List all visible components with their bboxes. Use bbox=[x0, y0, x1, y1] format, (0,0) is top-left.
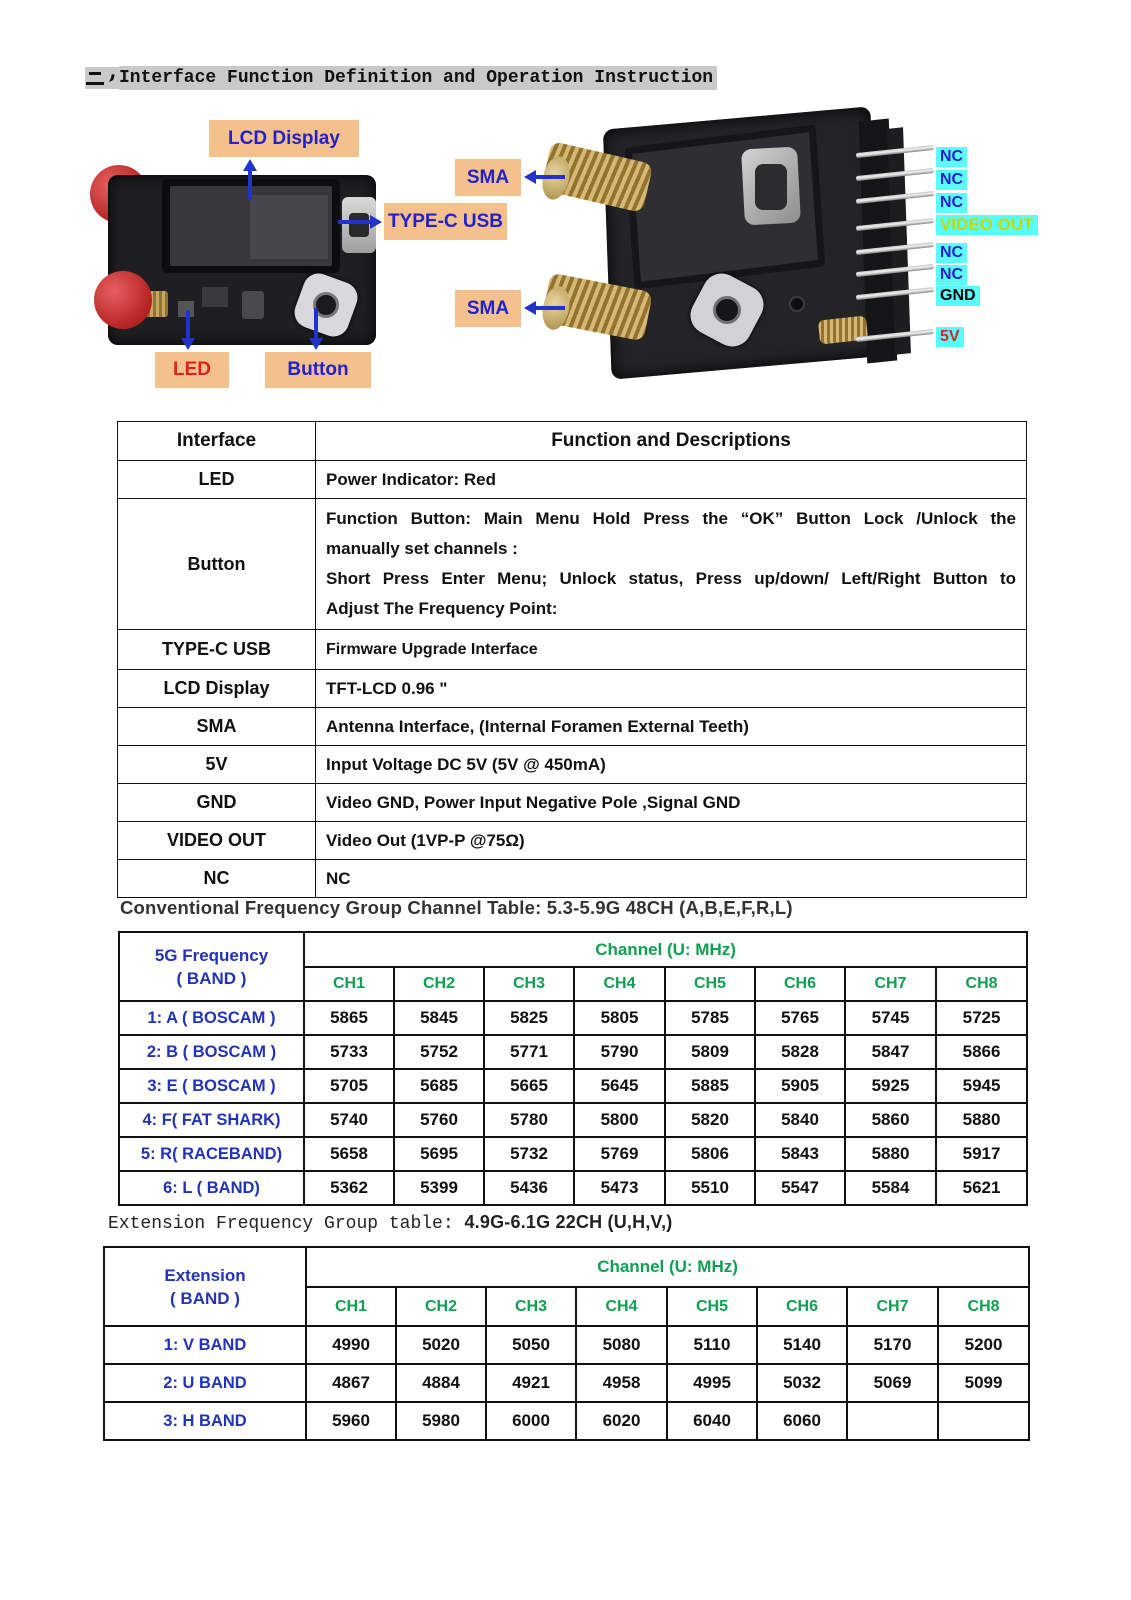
table-row bbox=[118, 630, 1027, 670]
pin-label-gnd: GND bbox=[936, 286, 980, 306]
channel-value: 5769 bbox=[574, 1137, 665, 1171]
usb-c-slot bbox=[755, 164, 787, 210]
pin-label-nc: NC bbox=[936, 265, 967, 285]
interface-desc: Power Indicator: Red bbox=[316, 461, 1027, 499]
band-label: 3: E ( BOSCAM ) bbox=[119, 1069, 304, 1103]
channel-value: 5695 bbox=[394, 1137, 484, 1171]
channel-value: 5745 bbox=[845, 1001, 936, 1035]
cjk-section-marker bbox=[85, 67, 119, 89]
section-title bbox=[85, 66, 717, 90]
desc-line: Adjust The Frequency Point: bbox=[326, 599, 558, 618]
ch-label: CH6 bbox=[757, 1287, 847, 1326]
channel-value: 5980 bbox=[396, 1402, 486, 1440]
left-board-photo bbox=[90, 165, 385, 355]
table-row bbox=[118, 746, 1027, 784]
extension-frequency-table bbox=[103, 1246, 1030, 1441]
table-row bbox=[104, 1364, 1029, 1402]
desc-line: manually set channels : bbox=[326, 539, 518, 558]
channel-value: 5732 bbox=[484, 1137, 574, 1171]
component bbox=[242, 291, 264, 319]
channel-value: 5740 bbox=[304, 1103, 394, 1137]
band-label: 1: V BAND bbox=[104, 1326, 306, 1364]
channel-value: 4921 bbox=[486, 1364, 576, 1402]
interface-desc: Antenna Interface, (Internal Foramen External Teeth) bbox=[316, 708, 1027, 746]
corner-line: ( BAND ) bbox=[170, 1288, 240, 1308]
pin-label-video-out: VIDEO OUT bbox=[936, 215, 1038, 235]
channel-header: Channel (U: MHz) bbox=[306, 1247, 1029, 1287]
pin-label-nc: NC bbox=[936, 147, 967, 167]
interface-table bbox=[117, 421, 1027, 898]
extension-heading-range: 4.9G-6.1G 22CH (U,H,V,) bbox=[464, 1212, 673, 1232]
channel-value: 6040 bbox=[667, 1402, 757, 1440]
usb-c-slot bbox=[349, 213, 369, 237]
ch-label: CH3 bbox=[486, 1287, 576, 1326]
table-header-row bbox=[118, 422, 1027, 461]
interface-name: NC bbox=[118, 860, 316, 898]
channel-value: 5725 bbox=[936, 1001, 1027, 1035]
band-label: 6: L ( BAND) bbox=[119, 1171, 304, 1205]
col-header-interface: Interface bbox=[118, 422, 316, 461]
channel-value: 5760 bbox=[394, 1103, 484, 1137]
button-callout: Button bbox=[265, 352, 371, 388]
channel-value: 5917 bbox=[936, 1137, 1027, 1171]
table-row bbox=[119, 1137, 1027, 1171]
interface-desc: Firmware Upgrade Interface bbox=[316, 630, 1027, 670]
channel-value: 5860 bbox=[845, 1103, 936, 1137]
channel-value: 5621 bbox=[936, 1171, 1027, 1205]
extension-table-heading bbox=[108, 1212, 672, 1234]
product-figure bbox=[0, 110, 1131, 410]
channel-value: 5399 bbox=[394, 1171, 484, 1205]
channel-value: 5828 bbox=[755, 1035, 845, 1069]
channel-value: 5945 bbox=[936, 1069, 1027, 1103]
table-row bbox=[118, 708, 1027, 746]
band-label: 3: H BAND bbox=[104, 1402, 306, 1440]
conventional-table-heading: Conventional Frequency Group Channel Table: 5.3-5.9G 48CH (A,B,E,F,R,L) bbox=[120, 897, 793, 918]
channel-header: Channel (U: MHz) bbox=[304, 932, 1027, 967]
channel-value: 5140 bbox=[757, 1326, 847, 1364]
channel-value: 5790 bbox=[574, 1035, 665, 1069]
interface-name: Button bbox=[118, 499, 316, 630]
channel-value: 5765 bbox=[755, 1001, 845, 1035]
corner-line: ( BAND ) bbox=[176, 968, 247, 988]
channel-value: 5820 bbox=[665, 1103, 755, 1137]
channel-value: 5705 bbox=[304, 1069, 394, 1103]
channel-value: 5547 bbox=[755, 1171, 845, 1205]
channel-value: 5866 bbox=[936, 1035, 1027, 1069]
channel-value: 5200 bbox=[938, 1326, 1029, 1364]
table-row bbox=[118, 461, 1027, 499]
table-row bbox=[119, 1035, 1027, 1069]
table-row bbox=[118, 860, 1027, 898]
table-row bbox=[104, 1402, 1029, 1440]
extension-heading-prefix: Extension Frequency Group table: bbox=[108, 1214, 465, 1234]
band-label: 2: U BAND bbox=[104, 1364, 306, 1402]
ch-label: CH1 bbox=[304, 967, 394, 1001]
table-row bbox=[119, 1069, 1027, 1103]
interface-name: 5V bbox=[118, 746, 316, 784]
lcd-display-callout: LCD Display bbox=[209, 120, 359, 157]
channel-value: 5733 bbox=[304, 1035, 394, 1069]
channel-value: 5362 bbox=[304, 1171, 394, 1205]
chip bbox=[202, 287, 228, 307]
joystick-center bbox=[713, 296, 741, 324]
corner-line: Extension bbox=[164, 1265, 246, 1285]
interface-name: VIDEO OUT bbox=[118, 822, 316, 860]
channel-value: 5880 bbox=[936, 1103, 1027, 1137]
sma-bottom-callout: SMA bbox=[455, 290, 521, 327]
channel-value: 5865 bbox=[304, 1001, 394, 1035]
table-row bbox=[104, 1326, 1029, 1364]
interface-name: LED bbox=[118, 461, 316, 499]
ch-label: CH5 bbox=[667, 1287, 757, 1326]
channel-value: 5960 bbox=[306, 1402, 396, 1440]
channel-value: 5685 bbox=[394, 1069, 484, 1103]
led-callout: LED bbox=[155, 352, 229, 388]
typec-usb-callout: TYPE-C USB bbox=[384, 203, 507, 240]
band-label: 2: B ( BOSCAM ) bbox=[119, 1035, 304, 1069]
pin-label-nc: NC bbox=[936, 243, 967, 263]
channel-value: 5020 bbox=[396, 1326, 486, 1364]
ch-label: CH2 bbox=[394, 967, 484, 1001]
channel-value: 5805 bbox=[574, 1001, 665, 1035]
ch-label: CH8 bbox=[938, 1287, 1029, 1326]
ch-label: CH7 bbox=[847, 1287, 938, 1326]
channel-value: 6060 bbox=[757, 1402, 847, 1440]
interface-name: LCD Display bbox=[118, 670, 316, 708]
table-row bbox=[118, 822, 1027, 860]
channel-value: 5806 bbox=[665, 1137, 755, 1171]
channel-value: 5584 bbox=[845, 1171, 936, 1205]
channel-value: 5436 bbox=[484, 1171, 574, 1205]
channel-value: 5473 bbox=[574, 1171, 665, 1205]
interface-desc: TFT-LCD 0.96 " bbox=[316, 670, 1027, 708]
ch-label: CH2 bbox=[396, 1287, 486, 1326]
interface-desc: Input Voltage DC 5V (5V @ 450mA) bbox=[316, 746, 1027, 784]
table-header-row bbox=[104, 1247, 1029, 1287]
ch-label: CH6 bbox=[755, 967, 845, 1001]
channel-value: 5050 bbox=[486, 1326, 576, 1364]
channel-value: 5845 bbox=[394, 1001, 484, 1035]
pin-label-5v: 5V bbox=[936, 327, 964, 347]
channel-value: 5510 bbox=[665, 1171, 755, 1205]
channel-value: 5880 bbox=[845, 1137, 936, 1171]
conventional-frequency-table bbox=[118, 931, 1028, 1206]
sma-top-callout: SMA bbox=[455, 159, 521, 196]
interface-desc: Video GND, Power Input Negative Pole ,Signal GND bbox=[316, 784, 1027, 822]
pin-label-nc: NC bbox=[936, 193, 967, 213]
channel-value: 5905 bbox=[755, 1069, 845, 1103]
channel-value bbox=[938, 1402, 1029, 1440]
channel-value: 5885 bbox=[665, 1069, 755, 1103]
interface-desc: NC bbox=[316, 860, 1027, 898]
table-row bbox=[119, 1001, 1027, 1035]
ch-label: CH8 bbox=[936, 967, 1027, 1001]
channel-value: 5847 bbox=[845, 1035, 936, 1069]
channel-value: 5843 bbox=[755, 1137, 845, 1171]
lcd-screen-glare bbox=[250, 195, 328, 259]
channel-value: 5800 bbox=[574, 1103, 665, 1137]
page-title: Interface Function Definition and Operation Instruction bbox=[119, 66, 717, 90]
band-label: 1: A ( BOSCAM ) bbox=[119, 1001, 304, 1035]
channel-value: 5032 bbox=[757, 1364, 847, 1402]
channel-value: 4958 bbox=[576, 1364, 667, 1402]
band-corner-cell bbox=[119, 932, 304, 1001]
channel-value: 5785 bbox=[665, 1001, 755, 1035]
ch-label: CH1 bbox=[306, 1287, 396, 1326]
channel-value: 5069 bbox=[847, 1364, 938, 1402]
channel-value: 5658 bbox=[304, 1137, 394, 1171]
channel-value: 5925 bbox=[845, 1069, 936, 1103]
channel-value: 6000 bbox=[486, 1402, 576, 1440]
interface-desc bbox=[316, 499, 1027, 630]
channel-value: 5809 bbox=[665, 1035, 755, 1069]
desc-line: Short Press Enter Menu; Unlock status, Press up/down/ Left/Right Button to bbox=[326, 569, 1016, 588]
desc-line: Function Button: Main Menu Hold Press the “OK” Button Lock /Unlock the bbox=[326, 509, 1016, 528]
channel-value: 5170 bbox=[847, 1326, 938, 1364]
band-label: 4: F( FAT SHARK) bbox=[119, 1103, 304, 1137]
col-header-function: Function and Descriptions bbox=[316, 422, 1027, 461]
channel-value: 5840 bbox=[755, 1103, 845, 1137]
antenna-cap-icon bbox=[94, 271, 152, 329]
screw bbox=[789, 296, 805, 312]
table-row bbox=[118, 670, 1027, 708]
channel-value: 5110 bbox=[667, 1326, 757, 1364]
band-label: 5: R( RACEBAND) bbox=[119, 1137, 304, 1171]
table-header-row bbox=[119, 932, 1027, 967]
channel-value: 4884 bbox=[396, 1364, 486, 1402]
interface-name: TYPE-C USB bbox=[118, 630, 316, 670]
channel-value: 4867 bbox=[306, 1364, 396, 1402]
ch-label: CH4 bbox=[576, 1287, 667, 1326]
channel-value: 4995 bbox=[667, 1364, 757, 1402]
channel-value: 5780 bbox=[484, 1103, 574, 1137]
ch-label: CH5 bbox=[665, 967, 755, 1001]
band-corner-cell bbox=[104, 1247, 306, 1326]
channel-value: 5665 bbox=[484, 1069, 574, 1103]
corner-line: 5G Frequency bbox=[154, 945, 269, 965]
channel-value: 5645 bbox=[574, 1069, 665, 1103]
pin-label-nc: NC bbox=[936, 170, 967, 190]
interface-desc: Video Out (1VP-P @75Ω) bbox=[316, 822, 1027, 860]
ch-label: CH7 bbox=[845, 967, 936, 1001]
channel-value: 5771 bbox=[484, 1035, 574, 1069]
ch-label: CH3 bbox=[484, 967, 574, 1001]
channel-value: 5752 bbox=[394, 1035, 484, 1069]
interface-name: GND bbox=[118, 784, 316, 822]
channel-value: 5080 bbox=[576, 1326, 667, 1364]
ch-label: CH4 bbox=[574, 967, 665, 1001]
channel-value: 4990 bbox=[306, 1326, 396, 1364]
channel-value bbox=[847, 1402, 938, 1440]
channel-value: 5825 bbox=[484, 1001, 574, 1035]
interface-name: SMA bbox=[118, 708, 316, 746]
table-row bbox=[118, 499, 1027, 630]
table-row bbox=[119, 1103, 1027, 1137]
channel-value: 6020 bbox=[576, 1402, 667, 1440]
channel-value: 5099 bbox=[938, 1364, 1029, 1402]
table-row bbox=[119, 1171, 1027, 1205]
table-row bbox=[118, 784, 1027, 822]
